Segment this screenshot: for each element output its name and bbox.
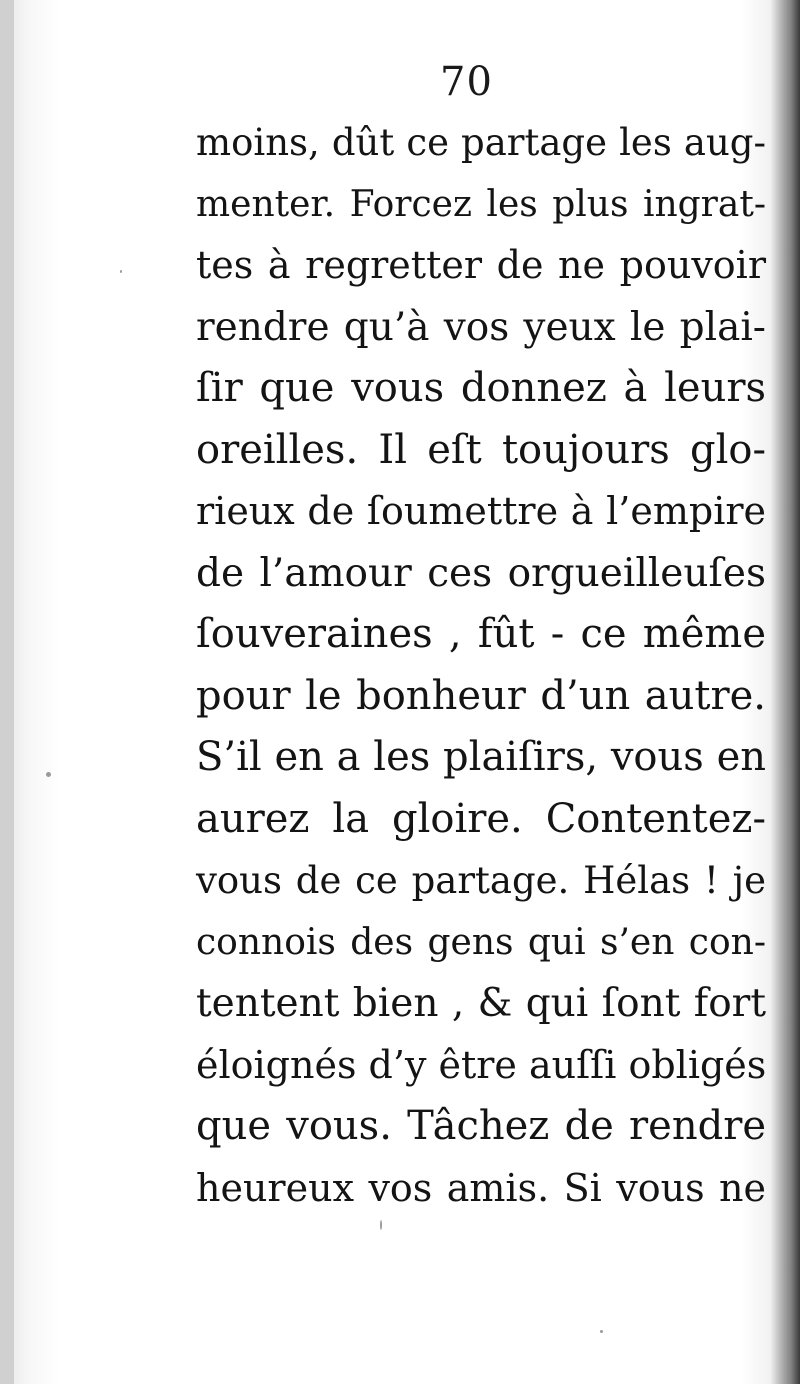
text-line: rendre qu’à vos yeux le plai- <box>196 304 766 350</box>
text-line: moins, dût ce partage les aug- <box>196 121 766 164</box>
body-text <box>196 112 766 1219</box>
text-line: aurez la gloire. Contentez- <box>196 795 766 842</box>
text-line: connois des gens qui s’en con- <box>196 921 766 963</box>
text-line: tes à regretter de ne pouvoir <box>196 243 766 287</box>
text-line: vous de ce partage. Hélas ! je <box>196 859 766 902</box>
text-line: menter. Forcez les plus ingrat- <box>196 183 766 225</box>
text-line: que vous. Tâchez de rendre <box>196 1103 766 1149</box>
page-right-edge <box>790 0 800 1384</box>
page-number: 70 <box>440 59 493 105</box>
paper-speck <box>46 772 51 777</box>
paper-speck <box>600 1330 603 1333</box>
text-line: heureux vos amis. Si vous ne <box>196 1165 766 1210</box>
paper-speck <box>380 1220 382 1230</box>
paper-speck <box>120 270 122 273</box>
page-left-edge <box>0 0 14 1384</box>
text-line: de l’amour ces orgueilleuſes <box>196 550 766 596</box>
text-line: ſouveraines , fût - ce même <box>196 611 766 657</box>
text-line: éloignés d’y être auſſi obligés <box>196 1042 767 1087</box>
text-line: oreilles. Il eſt toujours glo- <box>196 426 766 473</box>
text-line: pour le bonheur d’un autre. <box>196 672 766 719</box>
text-line: rieux de ſoumettre à l’empire <box>196 489 766 533</box>
text-line: S’il en a les plaiſirs, vous en <box>196 734 766 780</box>
text-line: ſir que vous donnez à leurs <box>196 365 766 411</box>
text-line: tentent bien , & qui ſont fort <box>196 981 766 1026</box>
